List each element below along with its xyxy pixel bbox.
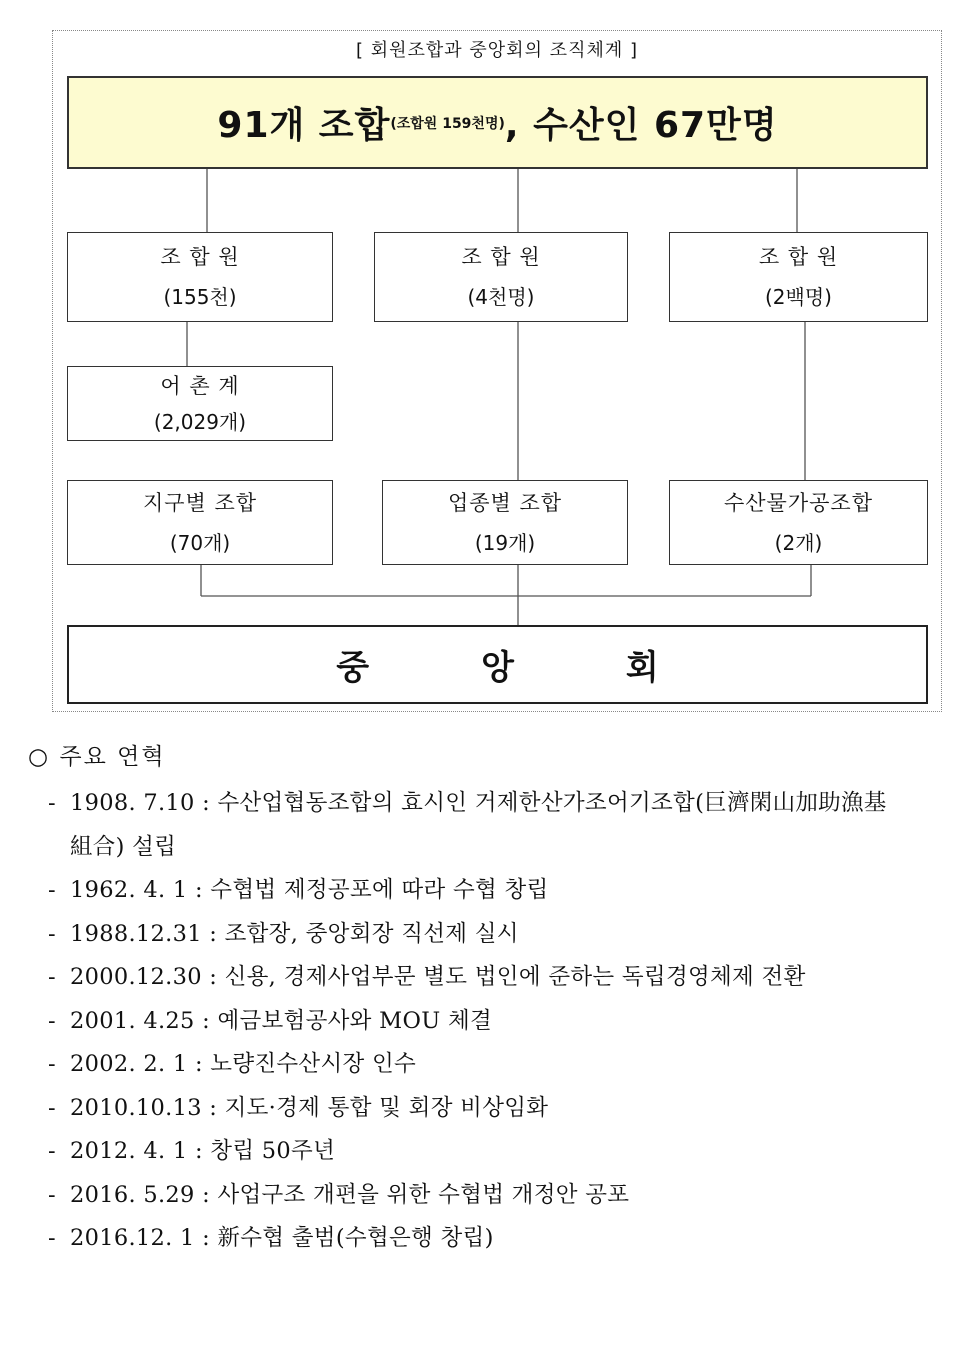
central-char: 중: [336, 648, 370, 688]
village-label: 어 촌 계: [160, 374, 240, 398]
member-box-industry: [374, 232, 628, 322]
processing-union-box: [669, 480, 928, 565]
history-item: - 2012. 4. 1 : 창립 50주년: [48, 1138, 336, 1164]
history-item: - 2010.10.13 : 지도·경제 통합 및 회장 비상임화: [48, 1094, 549, 1121]
total-union-count: 91개 조합: [217, 105, 391, 146]
union-count: (19개): [474, 531, 536, 555]
member-count: (2백명): [765, 285, 832, 309]
history-item: - 2000.12.30 : 신용, 경제사업부문 별도 법인에 준하는 독립경영체제 전환: [48, 964, 806, 990]
history-item: - 2002. 2. 1 : 노량진수산시장 인수: [48, 1051, 417, 1077]
member-label: 조 합 원: [758, 245, 839, 269]
union-label: 업종별 조합: [447, 491, 563, 515]
member-box-processing: [669, 232, 928, 322]
union-label: 지구별 조합: [142, 491, 258, 515]
history-item: - 2001. 4.25 : 예금보험공사와 MOU 체결: [48, 1007, 493, 1034]
history-item: - 1962. 4. 1 : 수협법 제정공포에 따라 수협 창립: [48, 877, 549, 903]
history-item: - 2016.12. 1 : 新수협 출범(수협은행 창립): [48, 1225, 494, 1251]
central-federation-box: [67, 625, 928, 704]
fisher-population: , 수산인 67만명: [504, 105, 778, 146]
member-label: 조 합 원: [160, 245, 240, 269]
history-item: - 2016. 5.29 : 사업구조 개편을 위한 수협법 개정안 공포: [48, 1181, 630, 1208]
total-member-count: (조합원 159천명): [390, 115, 505, 132]
history-item: - 1988.12.31 : 조합장, 중앙회장 직선제 실시: [48, 920, 519, 947]
union-count: (70개): [169, 531, 231, 555]
central-char: 회: [625, 648, 659, 688]
central-char: 앙: [481, 648, 514, 688]
union-label: 수산물가공조합: [723, 491, 873, 515]
member-box-district: [67, 232, 333, 322]
diagram-title: [ 회원조합과 중앙회의 조직체계 ]: [356, 40, 638, 61]
member-count: (4천명): [467, 285, 535, 309]
industry-union-box: [382, 480, 628, 565]
fishing-village-box: [67, 366, 333, 441]
history-heading: ○ 주요 연혁: [28, 744, 166, 770]
union-count: (2개): [774, 531, 823, 555]
member-count: (155천): [163, 285, 237, 309]
district-union-box: [67, 480, 333, 565]
history-list: [48, 782, 948, 1261]
history-item: - 1908. 7.10 : 수산업협동조합의 효시인 거제한산가조어기조합(巨濟閑山加助漁基 組合) 설립: [48, 790, 887, 860]
member-label: 조 합 원: [461, 245, 541, 269]
total-union-box: [67, 76, 928, 169]
village-count: (2,029개): [153, 410, 247, 434]
